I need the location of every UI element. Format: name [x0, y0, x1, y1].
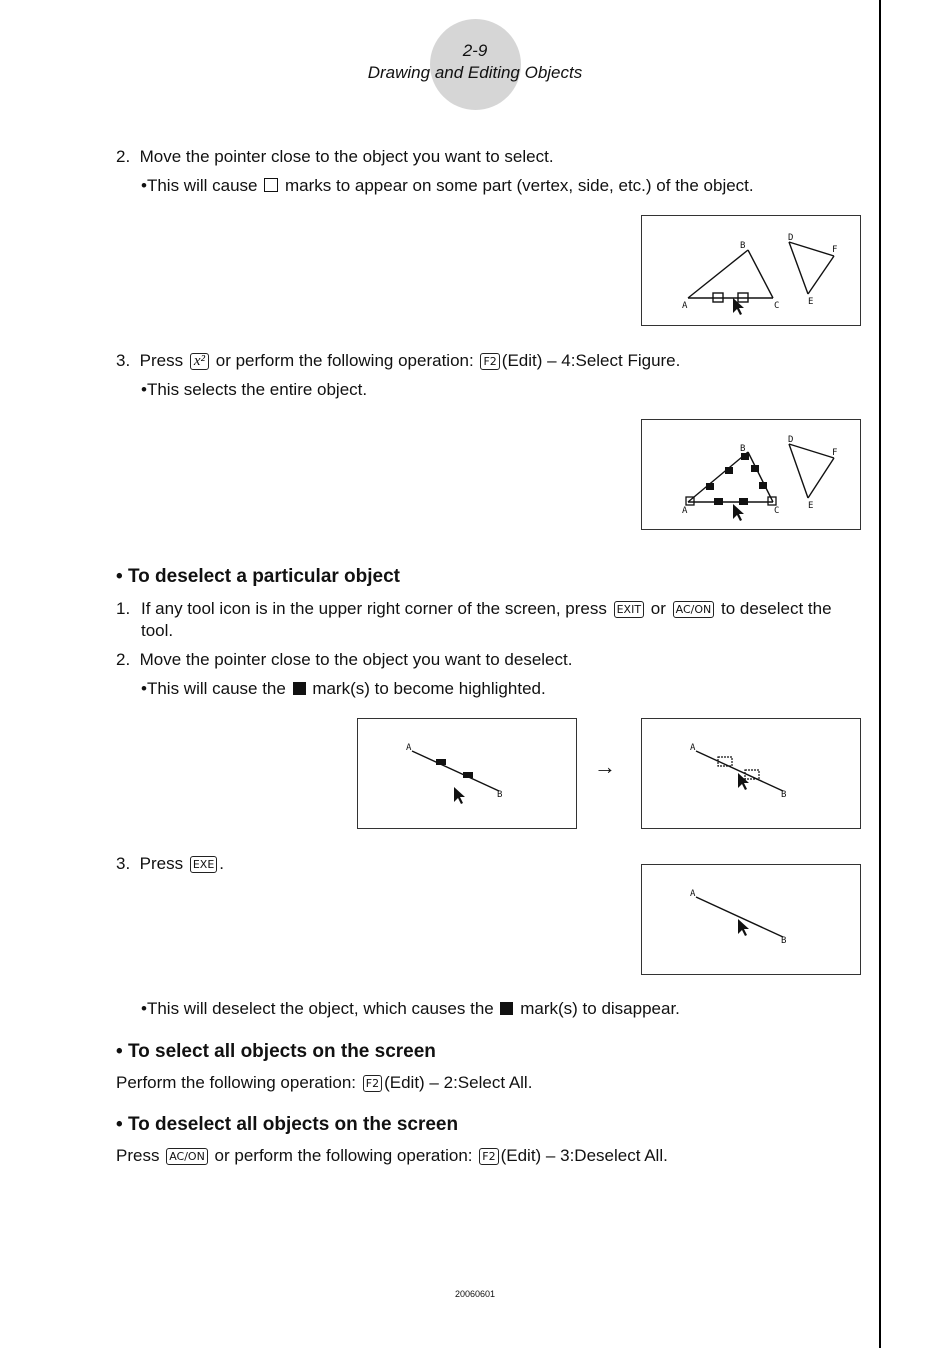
- calc-screen-5: [641, 864, 861, 975]
- bullet-text-cont: mark(s) to disappear.: [520, 999, 680, 1018]
- screen-5-drawing: [642, 865, 860, 974]
- bullet-text: This will deselect the object, which causes the: [146, 999, 494, 1018]
- heading-text: To deselect all objects on the screen: [127, 1114, 459, 1135]
- x-squared-key-icon: x²: [190, 353, 209, 370]
- calc-screen-4: [641, 718, 861, 829]
- step-number: 3.: [116, 854, 131, 873]
- screen-2-drawing: [642, 420, 860, 529]
- page-edge-rule: [879, 0, 881, 1348]
- step-text-post: .: [219, 854, 225, 873]
- bullet-text: This will cause the: [146, 679, 286, 698]
- open-square-mark-icon: [264, 178, 278, 192]
- label-a: A: [682, 506, 688, 516]
- section-number: 2-9: [462, 41, 488, 60]
- f2-key-icon: F2: [480, 353, 499, 370]
- page-header: [300, 40, 650, 84]
- instruction-text-post: (Edit) – 3:Deselect All.: [500, 1146, 668, 1165]
- filled-square-mark-icon: [293, 682, 306, 695]
- exe-key-icon: EXE: [190, 856, 217, 873]
- step-number: 2.: [116, 650, 131, 669]
- step-text: Move the pointer close to the object you want to deselect.: [139, 650, 573, 669]
- calc-screen-2: [641, 419, 861, 530]
- step-text: Press: [139, 854, 184, 873]
- calc-screen-1: [641, 215, 861, 326]
- step-number: 3.: [116, 351, 131, 370]
- footer-code: 20060601: [454, 1289, 496, 1299]
- label-f: F: [832, 245, 838, 255]
- calc-screen-3: [357, 718, 577, 829]
- step-2-bullet: •This will cause marks to appear on some part (vertex, side, etc.) of the object.: [141, 176, 754, 195]
- label-b: B: [781, 936, 787, 946]
- label-c: C: [774, 301, 780, 311]
- label-e: E: [808, 297, 814, 307]
- bullet-text: This will cause: [146, 176, 258, 195]
- deselect-all-text: [116, 1145, 668, 1167]
- heading-select-all: • To select all objects on the screen: [116, 1041, 436, 1062]
- deselect-final-bullet: •This will deselect the object, which causes the mark(s) to disappear.: [141, 999, 680, 1018]
- f2-key-icon: F2: [363, 1075, 382, 1092]
- step-text: Move the pointer close to the object you want to select.: [139, 147, 554, 166]
- instruction-text: Press: [116, 1146, 160, 1165]
- ac-on-key-icon: AC/ON: [166, 1148, 208, 1165]
- screen-3-drawing: [358, 719, 576, 828]
- bullet-text-cont: marks to appear on some part (vertex, side, etc.) of the object.: [284, 176, 754, 195]
- instruction-text: Perform the following operation:: [116, 1073, 357, 1092]
- step-text-post: to deselect the tool.: [141, 599, 832, 640]
- heading-deselect-all: • To deselect all objects on the screen: [116, 1114, 459, 1135]
- step-2-select: [116, 146, 554, 168]
- step-text: If any tool icon is in the upper right corner of the screen, press: [141, 599, 607, 618]
- label-a: A: [690, 889, 696, 899]
- screen-4-drawing: [642, 719, 860, 828]
- label-a: A: [690, 743, 696, 753]
- label-d: D: [788, 233, 794, 243]
- bullet-text: This selects the entire object.: [146, 380, 368, 399]
- instruction-text-mid: or perform the following operation:: [214, 1146, 473, 1165]
- label-b: B: [497, 790, 503, 800]
- ac-on-key-icon: AC/ON: [673, 601, 715, 618]
- heading-text: To deselect a particular object: [127, 566, 401, 587]
- deselect-step-2: [116, 649, 572, 671]
- deselect-step-1: [141, 598, 863, 642]
- step-text-or: or: [650, 599, 666, 618]
- label-b: B: [781, 790, 787, 800]
- label-d: D: [788, 435, 794, 445]
- screen-1-drawing: [642, 216, 860, 325]
- step-text: Press: [139, 351, 184, 370]
- deselect-step-1-num: 1.: [116, 599, 131, 618]
- section-title: Drawing and Editing Objects: [367, 63, 583, 82]
- deselect-step-2-bullet: •This will cause the mark(s) to become highlighted.: [141, 679, 546, 698]
- bullet-text-cont: mark(s) to become highlighted.: [312, 679, 546, 698]
- step-3-select: [116, 350, 680, 372]
- label-e: E: [808, 501, 814, 511]
- exit-key-icon: EXIT: [614, 601, 644, 618]
- step-text-post: (Edit) – 4:Select Figure.: [501, 351, 681, 370]
- f2-key-icon: F2: [479, 1148, 498, 1165]
- heading-text: To select all objects on the screen: [127, 1041, 436, 1062]
- filled-square-mark-icon: [500, 1002, 513, 1015]
- select-all-text: [116, 1072, 532, 1094]
- step-3-bullet: •This selects the entire object.: [141, 380, 368, 399]
- step-text-mid: or perform the following operation:: [215, 351, 474, 370]
- label-a: A: [682, 301, 688, 311]
- label-c: C: [774, 506, 780, 516]
- transition-arrow-icon: →: [594, 754, 616, 779]
- deselect-step-3: [116, 853, 224, 875]
- label-f: F: [832, 448, 838, 458]
- heading-deselect-particular: • To deselect a particular object: [116, 566, 401, 587]
- label-b: B: [740, 241, 746, 251]
- label-a: A: [406, 743, 412, 753]
- label-b: B: [740, 444, 746, 454]
- instruction-text-post: (Edit) – 2:Select All.: [384, 1073, 533, 1092]
- step-number: 2.: [116, 147, 131, 166]
